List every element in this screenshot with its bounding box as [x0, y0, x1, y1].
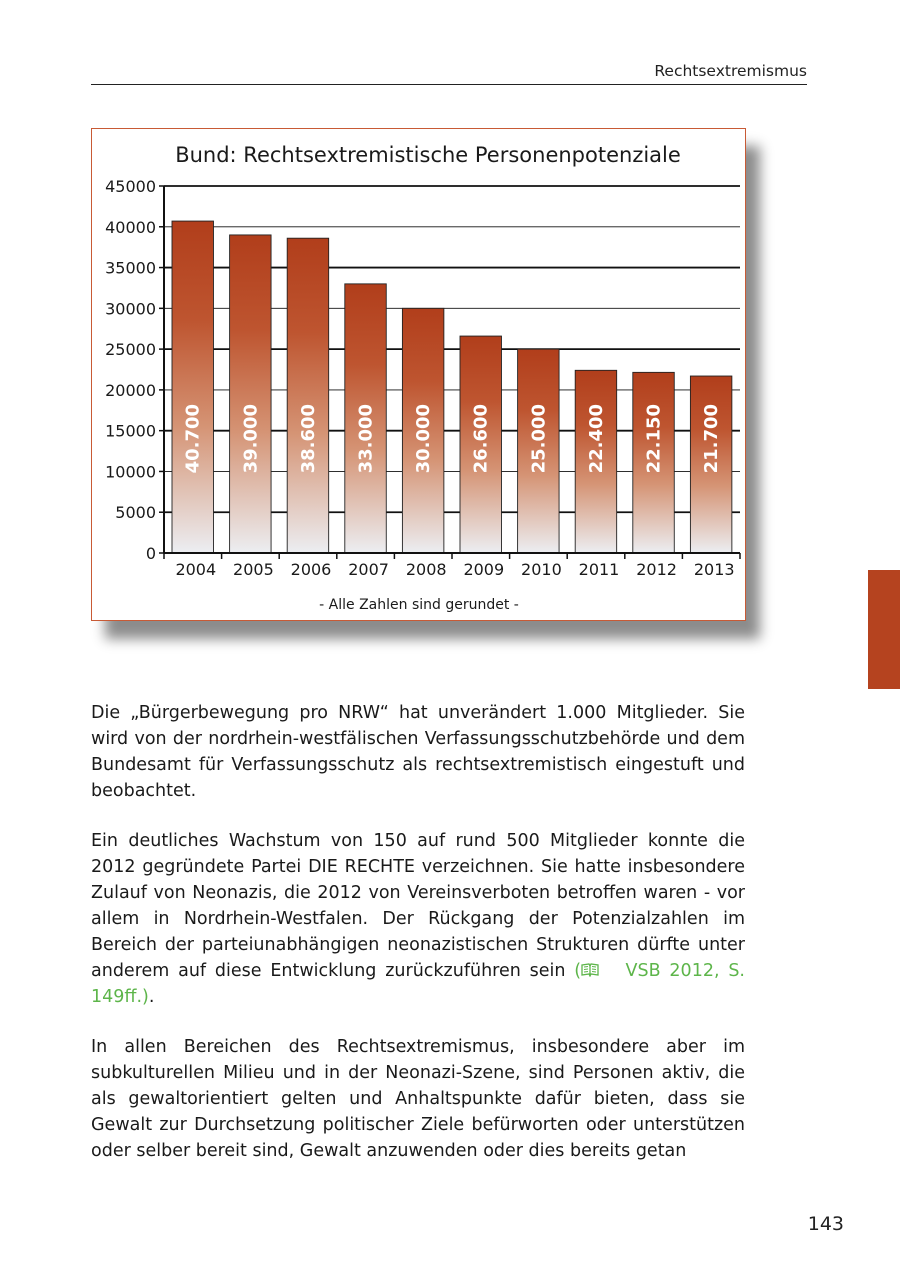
bar-value-label: 38.600 — [297, 403, 319, 474]
bar — [172, 221, 213, 553]
bar-value-label: 33.000 — [355, 403, 377, 474]
bar-chart-svg — [92, 129, 745, 620]
bar — [230, 235, 271, 553]
paragraph-3: In allen Bereichen des Rechtsextremismus, insbesondere aber im subkulturellen Milieu und in der Neonazi-Szene, sind Personen aktiv, die als gewaltorientiert gelten und Anhaltspunkte dafür bieten, dass sie Gewalt zur Durchsetzung politischer Ziele befürworten oder unterstützen oder selber bereit sind, Gewalt anzuwenden oder dies bereits getan — [91, 1037, 745, 1161]
bar-value-label: 30.000 — [413, 403, 435, 474]
book-icon — [581, 961, 599, 981]
y-tick-label: 25000 — [105, 340, 156, 360]
x-tick-label: 2012 — [636, 560, 677, 579]
bar-chart — [91, 128, 746, 621]
x-tick-label: 2009 — [463, 560, 505, 579]
y-tick-label: 0 — [145, 544, 156, 563]
x-tick-label: 2007 — [348, 560, 389, 579]
y-tick-label: 45000 — [105, 177, 156, 196]
paragraph-2-text: Ein deutliches Wachstum von 150 auf rund 500 Mitglieder konnte die 2012 gegründete Partei DIE RECHTE verzeichnen. Sie hatte insbesondere Zulauf von Neonazis, die 2012 von Vereinsverboten betroffen waren - vor allem in Nordrhein-Westfalen. Der Rückgang der Potenzialzahlen im Bereich der parteiunabhängigen neonazistischen Strukturen dürfte unter anderem auf diese Entwicklung zurückzuführen sein — [91, 831, 745, 981]
running-head: Rechtsextremismus — [654, 62, 807, 80]
bar-value-label: 22.150 — [643, 403, 665, 474]
y-tick-label: 5000 — [115, 503, 156, 523]
body-text — [91, 700, 745, 1188]
chart-title: Bund: Rechtsextremistische Personenpotenziale — [175, 143, 681, 167]
bar-value-label: 39.000 — [240, 403, 262, 474]
bar — [287, 238, 328, 553]
bar-value-label: 21.700 — [701, 403, 723, 474]
x-tick-label: 2013 — [693, 560, 735, 579]
x-tick-label: 2006 — [290, 560, 332, 579]
bar-value-label: 22.400 — [585, 403, 607, 474]
page-number: 143 — [807, 1213, 844, 1235]
x-tick-label: 2005 — [233, 560, 274, 579]
x-tick-label: 2004 — [175, 560, 217, 579]
x-tick-label: 2008 — [405, 560, 447, 579]
bar-value-label: 26.600 — [470, 403, 492, 474]
y-tick-label: 20000 — [105, 380, 156, 400]
x-tick-label: 2010 — [521, 560, 562, 579]
chapter-tab-marker — [868, 570, 900, 689]
paragraph-2: Ein deutliches Wachstum von 150 auf rund 500 Mitglieder konnte die 2012 gegründete Partei DIE RECHTE verzeichnen. Sie hatte insbesondere Zulauf von Neonazis, die 2012 von Vereinsverboten betroffen waren - vor allem in Nordrhein-Westfalen. Der Rückgang der Potenzialzahlen im Bereich der parteiunabhängigen neonazistischen Strukturen dürfte unter anderem auf diese Entwicklung zurückzuführen sein ( VSB 2012, S. 149ff.). — [91, 831, 745, 1007]
y-tick-label: 15000 — [105, 421, 156, 441]
cross-reference: ( VSB 2012, S. 149ff.) — [91, 961, 745, 1007]
y-tick-label: 30000 — [105, 299, 156, 319]
paragraph-1: Die „Bürgerbewegung pro NRW“ hat unverändert 1.000 Mitglieder. Sie wird von der nordrhein-westfälischen Verfassungsschutzbehörde und dem Bundesamt für Verfassungsschutz als rechtsextremistisch eingestuft und beobachtet. — [91, 703, 745, 801]
y-tick-label: 10000 — [105, 462, 156, 482]
chart-footnote: - Alle Zahlen sind gerundet - — [319, 597, 519, 613]
x-tick-label: 2011 — [578, 560, 620, 579]
bar-value-label: 25.000 — [528, 403, 550, 474]
bar-value-label: 40.700 — [182, 403, 204, 474]
y-tick-label: 35000 — [105, 258, 156, 278]
y-tick-label: 40000 — [105, 217, 156, 237]
header-rule — [91, 84, 807, 85]
